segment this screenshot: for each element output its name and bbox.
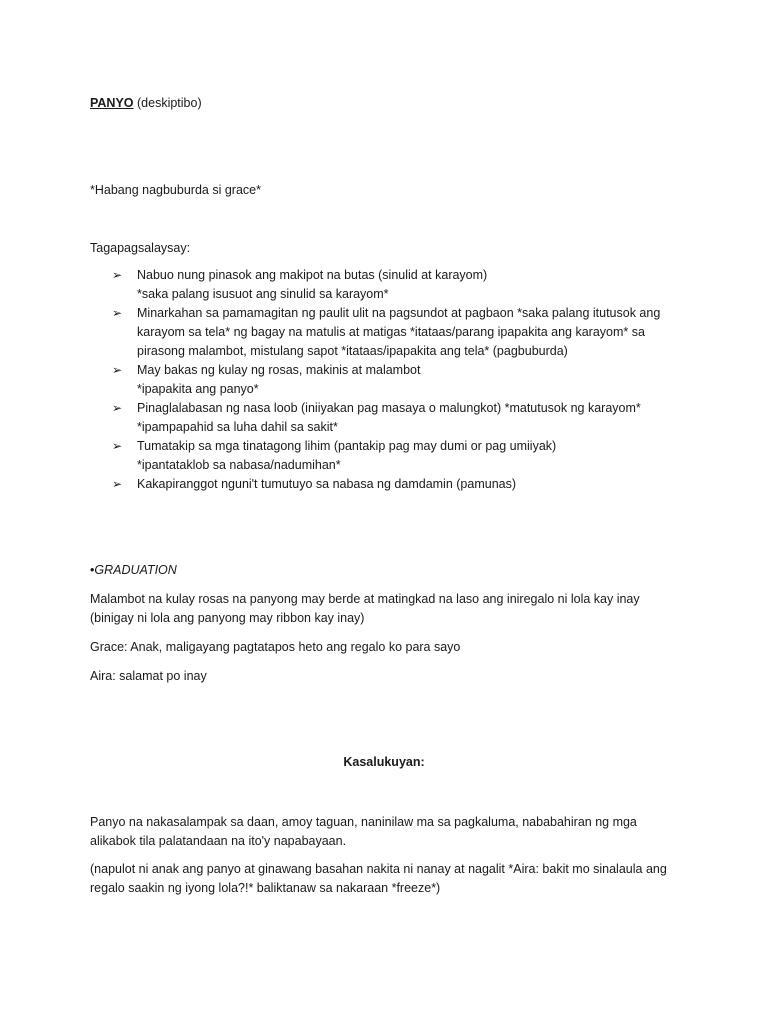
arrow-bullet-icon: ➢ xyxy=(112,306,123,320)
present-paragraph-line2: alikabok tila palatandaan na ito'y napabayaan. xyxy=(90,834,347,848)
narration-line: Kakapiranggot nguni't tumutuyo sa nabasa ng damdamin (pamunas) xyxy=(137,477,517,491)
graduation-label: GRADUATION xyxy=(94,563,177,577)
arrow-bullet-icon: ➢ xyxy=(112,477,123,491)
narration-item xyxy=(112,304,712,361)
present-note-line1: (napulot ni anak ang panyo at ginawang basahan nakita ni nanay at nagalit *Aira: bakit mo sinalaula ang xyxy=(90,862,667,876)
arrow-bullet-icon: ➢ xyxy=(112,439,123,453)
narration-line: karayom sa tela* ng bagay na matulis at matigas *itataas/parang ipapakita ang karayom* sa xyxy=(137,325,645,339)
narration-list xyxy=(112,266,712,494)
narration-line: *ipapakita ang panyo* xyxy=(137,382,259,396)
arrow-bullet-icon: ➢ xyxy=(112,363,123,377)
narration-item xyxy=(112,399,712,437)
narration-line: *ipampapahid sa luha dahil sa sakit* xyxy=(137,420,338,434)
arrow-bullet-icon: ➢ xyxy=(112,401,123,415)
narration-item xyxy=(112,475,712,494)
narration-line: pirasong malambot, mistulang sapot *itataas/ipapakita ang tela* (pagbuburda) xyxy=(137,344,568,358)
narration-line: *saka palang isusuot ang sinulid sa karayom* xyxy=(137,287,389,301)
narrator-label: Tagapagsalaysay: xyxy=(90,241,191,255)
scene-note: *Habang nagbuburda si grace* xyxy=(90,183,261,197)
narration-line: Pinaglalabasan ng nasa loob (iniiyakan pag masaya o malungkot) *matutusok ng karayom* xyxy=(137,401,641,415)
narration-item xyxy=(112,437,712,475)
narration-line: Nabuo nung pinasok ang makipot na butas (sinulid at karayom) xyxy=(137,268,488,282)
present-note-line2: regalo saakin ng iyong lola?!* baliktanaw sa nakaraan *freeze*) xyxy=(90,881,441,895)
arrow-bullet-icon: ➢ xyxy=(112,268,123,282)
narration-item xyxy=(112,266,712,304)
narration-item xyxy=(112,361,712,399)
graduation-heading xyxy=(90,561,177,580)
present-paragraph-line1: Panyo na nakasalampak sa daan, amoy taguan, naninilaw ma sa pagkaluma, nababahiran ng mga xyxy=(90,815,637,829)
narration-line: Minarkahan sa pamamagitan ng paulit ulit na pagsundot at pagbaon *saka palang itutusok ang xyxy=(137,306,661,320)
bullet-dot: • xyxy=(90,563,95,577)
narration-line: *ipantataklob sa nabasa/nadumihan* xyxy=(137,458,341,472)
grace-dialogue: Grace: Anak, maligayang pagtatapos heto ang regalo ko para sayo xyxy=(90,640,461,654)
title-main: PANYO xyxy=(90,96,134,110)
title-subtitle: (deskiptibo) xyxy=(137,96,202,110)
narration-line: Tumatakip sa mga tinatagong lihim (pantakip pag may dumi or pag umiiyak) xyxy=(137,439,557,453)
narration-line: May bakas ng kulay ng rosas, makinis at malambot xyxy=(137,363,421,377)
graduation-paragraph-line1: Malambot na kulay rosas na panyong may berde at matingkad na laso ang iniregalo ni lola kay inay xyxy=(90,592,640,606)
aira-dialogue: Aira: salamat po inay xyxy=(90,669,207,683)
document-title xyxy=(90,94,202,113)
graduation-paragraph-line2: (binigay ni lola ang panyong may ribbon kay inay) xyxy=(90,611,365,625)
present-heading: Kasalukuyan: xyxy=(343,755,425,769)
